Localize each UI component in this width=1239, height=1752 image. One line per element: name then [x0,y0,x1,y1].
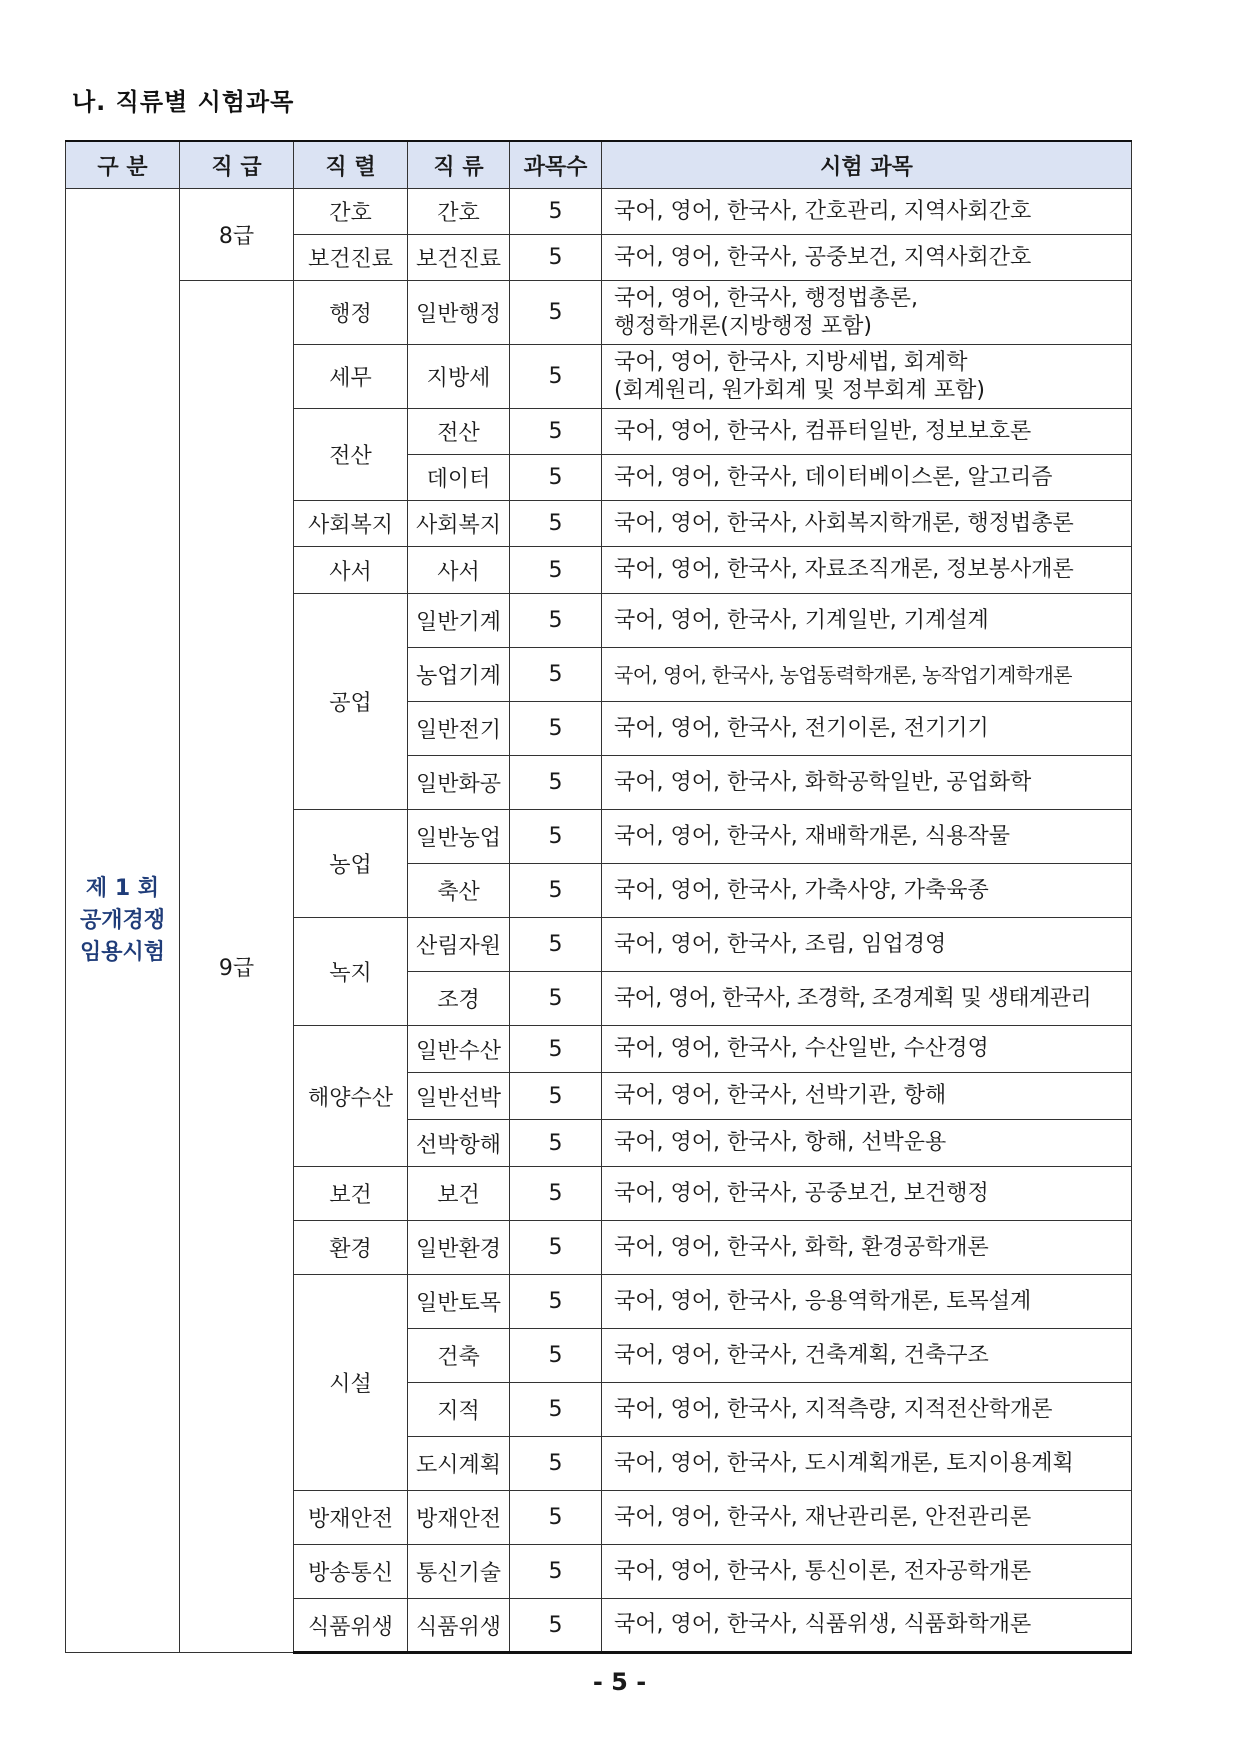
category-cell: 사회복지 [408,501,510,547]
subjects-cell: 국어, 영어, 한국사, 통신이론, 전자공학개론 [602,1545,1132,1599]
subjects-cell: 국어, 영어, 한국사, 응용역학개론, 토목설계 [602,1275,1132,1329]
count-cell: 5 [510,1120,602,1167]
category-cell: 축산 [408,864,510,918]
count-cell: 5 [510,547,602,594]
subjects-cell: 국어, 영어, 한국사, 사회복지학개론, 행정법총론 [602,501,1132,547]
category-cell: 방재안전 [408,1491,510,1545]
count-cell: 5 [510,972,602,1026]
count-cell: 5 [510,455,602,501]
category-cell: 사서 [408,547,510,594]
grade-cell: 9급 [180,281,294,1653]
series-cell: 농업 [294,810,408,918]
subjects-cell: 국어, 영어, 한국사, 수산일반, 수산경영 [602,1026,1132,1073]
count-cell: 5 [510,918,602,972]
subjects-cell: 국어, 영어, 한국사, 컴퓨터일반, 정보보호론 [602,409,1132,455]
subjects-cell: 국어, 영어, 한국사, 데이터베이스론, 알고리즘 [602,455,1132,501]
series-cell: 녹지 [294,918,408,1026]
series-cell: 사회복지 [294,501,408,547]
header-category: 직 류 [408,141,510,189]
category-cell: 일반행정 [408,281,510,345]
subjects-cell: 국어, 영어, 한국사, 기계일반, 기계설계 [602,594,1132,648]
subjects-cell: 국어, 영어, 한국사, 간호관리, 지역사회간호 [602,189,1132,235]
series-cell: 보건 [294,1167,408,1221]
grade-cell: 8급 [180,189,294,281]
subjects-cell: 국어, 영어, 한국사, 가축사양, 가축육종 [602,864,1132,918]
category-cell: 일반전기 [408,702,510,756]
count-cell: 5 [510,594,602,648]
count-cell: 5 [510,1026,602,1073]
count-cell: 5 [510,1329,602,1383]
category-cell: 산림자원 [408,918,510,972]
count-cell: 5 [510,345,602,409]
category-cell: 식품위생 [408,1599,510,1653]
header-division: 구 분 [66,141,180,189]
subjects-cell: 국어, 영어, 한국사, 도시계획개론, 토지이용계획 [602,1437,1132,1491]
category-cell: 일반토목 [408,1275,510,1329]
category-cell: 일반화공 [408,756,510,810]
series-cell: 보건진료 [294,235,408,281]
category-cell: 통신기술 [408,1545,510,1599]
count-cell: 5 [510,1437,602,1491]
series-cell: 전산 [294,409,408,501]
category-cell: 보건 [408,1167,510,1221]
category-cell: 선박항해 [408,1120,510,1167]
subjects-cell: 국어, 영어, 한국사, 항해, 선박운용 [602,1120,1132,1167]
category-cell: 조경 [408,972,510,1026]
category-cell: 일반환경 [408,1221,510,1275]
count-cell: 5 [510,756,602,810]
count-cell: 5 [510,810,602,864]
category-cell: 지방세 [408,345,510,409]
count-cell: 5 [510,1545,602,1599]
subjects-cell: 국어, 영어, 한국사, 전기이론, 전기기기 [602,702,1132,756]
count-cell: 5 [510,409,602,455]
series-cell: 해양수산 [294,1026,408,1167]
series-cell: 방송통신 [294,1545,408,1599]
count-cell: 5 [510,864,602,918]
category-cell: 일반농업 [408,810,510,864]
table-row [66,281,1132,345]
subjects-cell: 국어, 영어, 한국사, 농업동력학개론, 농작업기계학개론 [602,648,1132,702]
count-cell: 5 [510,501,602,547]
category-cell: 전산 [408,409,510,455]
count-cell: 5 [510,1221,602,1275]
count-cell: 5 [510,702,602,756]
subjects-text: 국어, 영어, 한국사, 지방세법, 회계학 (회계원리, 원가회계 및 정부회계 포함) [614,349,985,403]
category-cell: 일반선박 [408,1073,510,1120]
subjects-cell: 국어, 영어, 한국사, 지적측량, 지적전산학개론 [602,1383,1132,1437]
series-cell: 식품위생 [294,1599,408,1653]
subjects-cell: 국어, 영어, 한국사, 화학공학일반, 공업화학 [602,756,1132,810]
subjects-cell: 국어, 영어, 한국사, 선박기관, 항해 [602,1073,1132,1120]
subjects-cell: 국어, 영어, 한국사, 재난관리론, 안전관리론 [602,1491,1132,1545]
header-grade: 직 급 [180,141,294,189]
division-label: 제 1 회 공개경쟁 임용시험 [79,875,165,965]
category-cell: 건축 [408,1329,510,1383]
subjects-cell: 국어, 영어, 한국사, 조림, 임업경영 [602,918,1132,972]
series-cell: 환경 [294,1221,408,1275]
subjects-cell: 국어, 영어, 한국사, 재배학개론, 식용작물 [602,810,1132,864]
count-cell: 5 [510,1599,602,1653]
series-cell: 행정 [294,281,408,345]
section-title: 나. 직류별 시험과목 [72,88,295,116]
category-cell: 농업기계 [408,648,510,702]
subjects-cell: 국어, 영어, 한국사, 조경학, 조경계획 및 생태계관리 [602,972,1132,1026]
series-cell: 방재안전 [294,1491,408,1545]
header-series: 직 렬 [294,141,408,189]
count-cell: 5 [510,1383,602,1437]
category-cell: 일반수산 [408,1026,510,1073]
count-cell: 5 [510,281,602,345]
count-cell: 5 [510,189,602,235]
series-cell: 간호 [294,189,408,235]
subjects-cell: 국어, 영어, 한국사, 자료조직개론, 정보봉사개론 [602,547,1132,594]
category-cell: 간호 [408,189,510,235]
exam-subjects-table [65,140,1132,1654]
series-cell: 시설 [294,1275,408,1491]
category-cell: 데이터 [408,455,510,501]
subjects-cell: 국어, 영어, 한국사, 식품위생, 식품화학개론 [602,1599,1132,1653]
count-cell: 5 [510,1073,602,1120]
subjects-cell: 국어, 영어, 한국사, 공중보건, 지역사회간호 [602,235,1132,281]
count-cell: 5 [510,235,602,281]
subjects-cell [602,281,1132,345]
series-cell: 공업 [294,594,408,810]
subjects-cell: 국어, 영어, 한국사, 건축계획, 건축구조 [602,1329,1132,1383]
count-cell: 5 [510,1491,602,1545]
subjects-cell [602,345,1132,409]
series-cell: 세무 [294,345,408,409]
count-cell: 5 [510,648,602,702]
subjects-cell: 국어, 영어, 한국사, 공중보건, 보건행정 [602,1167,1132,1221]
subjects-cell: 국어, 영어, 한국사, 화학, 환경공학개론 [602,1221,1132,1275]
count-cell: 5 [510,1167,602,1221]
header-count: 과목수 [510,141,602,189]
division-cell [66,189,180,1653]
series-cell: 사서 [294,547,408,594]
category-cell: 도시계획 [408,1437,510,1491]
table-row [66,189,1132,235]
header-row [66,141,1132,189]
category-cell: 보건진료 [408,235,510,281]
header-subjects: 시험 과목 [602,141,1132,189]
category-cell: 지적 [408,1383,510,1437]
category-cell: 일반기계 [408,594,510,648]
subjects-text: 국어, 영어, 한국사, 행정법총론, 행정학개론(지방행정 포함) [614,285,918,339]
page-number: - 5 - [592,1668,647,1696]
count-cell: 5 [510,1275,602,1329]
